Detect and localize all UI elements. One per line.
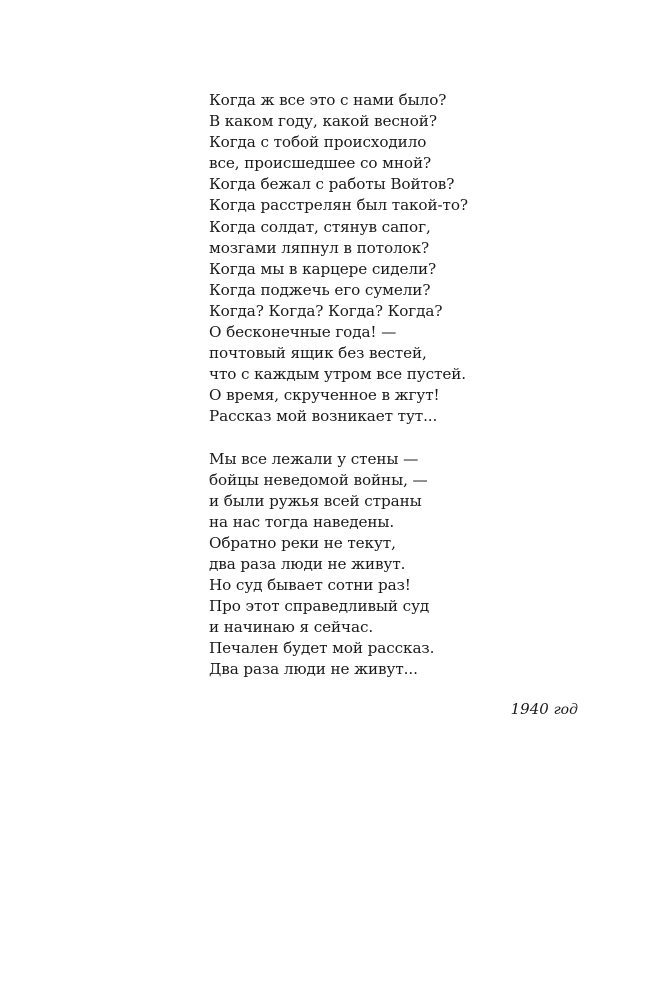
poem-line: Когда с тобой происходило [209,133,427,152]
date-year: 1940 [510,700,549,718]
stanza-1 [209,90,509,428]
poem-line: О время, скрученное в жгут! [209,386,440,405]
poem-line: два раза люди не живут. [209,554,406,573]
poem-line: Рассказ мой возникает тут... [209,407,438,426]
poem-line: почтовый ящик без вестей, [209,344,427,363]
poem-line: Печален будет мой рассказ. [209,639,435,658]
poem [209,90,509,681]
poem-line: Когда? Когда? Когда? Когда? [209,301,443,320]
poem-line: Когда поджечь его сумели? [209,280,431,299]
poem-line: мозгами ляпнул в потолок? [209,238,430,257]
stanza-2 [209,449,509,681]
date-suffix: год [553,702,578,718]
poem-line: и были ружья всей страны [209,491,422,510]
poem-line: Когда мы в карцере сидели? [209,259,437,278]
poem-line: Мы все лежали у стены — [209,449,419,468]
poem-line: бойцы неведомой войны, — [209,470,428,489]
poem-line: все, происшедшее со мной? [209,154,432,173]
poem-line: Когда бежал с работы Войтов? [209,175,455,194]
poem-line: что с каждым утром все пустей. [209,365,466,384]
poem-line: Когда ж все это с нами было? [209,91,447,109]
poem-line: Но суд бывает сотни раз! [209,576,411,595]
poem-line: Когда солдат, стянув сапог, [209,217,431,236]
poem-line: Обратно реки не текут, [209,533,396,552]
poem-line: В каком году, какой весной? [209,112,437,131]
poem-line: Когда расстрелян был такой-то? [209,196,468,215]
poem-date [511,699,578,721]
poem-line: Два раза люди не живут... [209,660,418,679]
poem-line: О бесконечные года! — [209,323,397,342]
poem-line: и начинаю я сейчас. [209,618,374,637]
poem-line: на нас тогда наведены. [209,512,395,531]
poem-line: Про этот справедливый суд [209,597,430,616]
